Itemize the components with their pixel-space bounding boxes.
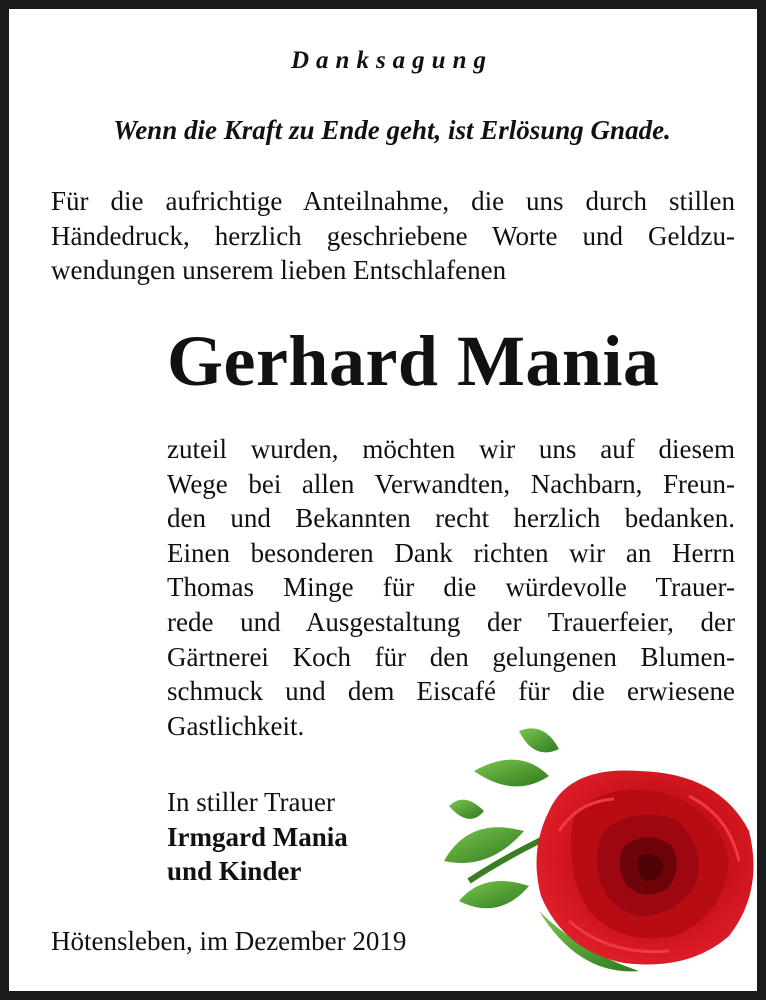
signature-name: Irmgard Mania: [167, 821, 348, 852]
body-line: Gastlichkeit.: [167, 710, 305, 741]
intro-line: Für die aufrichtige Anteilnahme, die uns durch stillen: [51, 186, 735, 216]
thanks-paragraph: [167, 432, 735, 743]
body-line: Wege bei allen Verwandten, Nachbarn, Freun-: [167, 468, 735, 499]
deceased-name: Gerhard Mania: [167, 321, 660, 401]
place-date: Hötensleben, im Dezember 2019: [51, 926, 407, 956]
intro-paragraph: [51, 184, 735, 288]
body-line: zuteil wurden, möchten wir uns auf diesem: [167, 434, 735, 464]
notice-heading: Danksagung: [291, 47, 493, 74]
signature-block: [167, 785, 348, 889]
signature-phrase: In stiller Trauer: [167, 787, 335, 817]
motto: Wenn die Kraft zu Ende geht, ist Erlösung Gnade.: [113, 115, 671, 145]
red-rose-icon: [429, 721, 764, 976]
intro-line: wendungen unserem lieben Entschlafenen: [51, 255, 507, 285]
signature-name: und Kinder: [167, 856, 302, 886]
body-line: rede und Ausgestaltung der Trauerfeier, der: [167, 606, 735, 637]
body-line: Gärtnerei Koch für den gelungenen Blumen-: [167, 641, 735, 672]
body-line: Einen besonderen Dank richten wir an Herrn: [167, 537, 735, 568]
body-line: Thomas Minge für die würdevolle Trauer-: [167, 572, 735, 603]
intro-line: Händedruck, herzlich geschriebene Worte und Geldzu-: [51, 220, 735, 251]
body-line: den und Bekannten recht herzlich bedanken.: [167, 503, 735, 534]
body-line: schmuck und dem Eiscafé für die erwiesene: [167, 676, 735, 707]
